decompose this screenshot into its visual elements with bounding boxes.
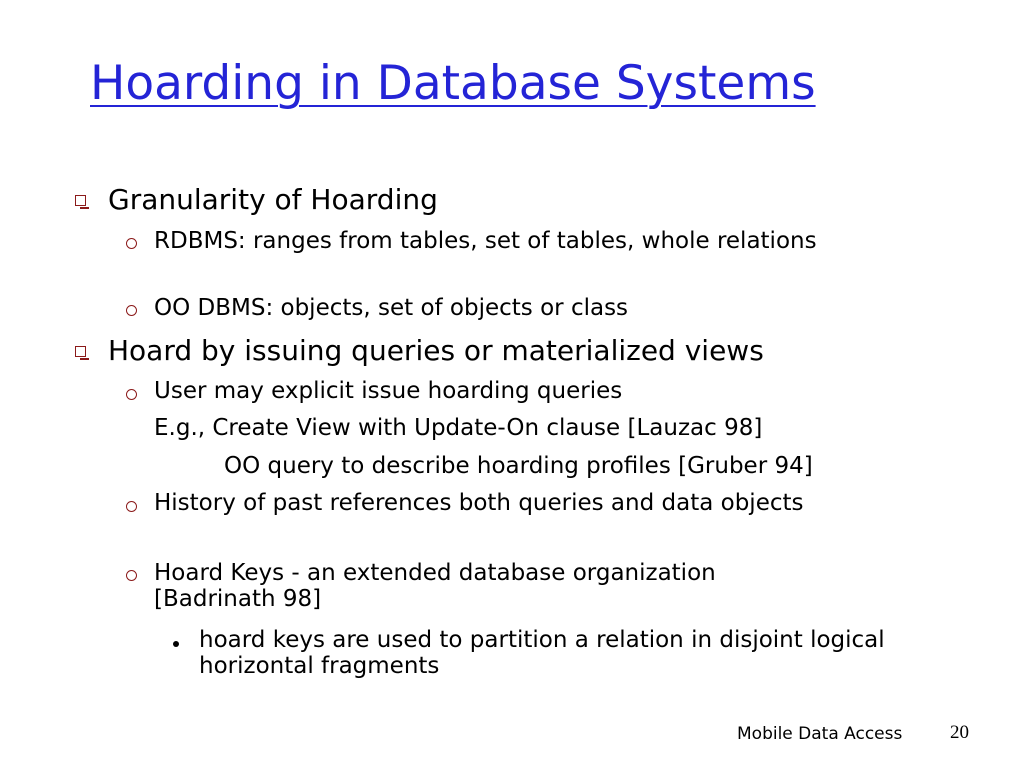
footer-label: Mobile Data Access [737,724,903,744]
square-bullet-icon [75,195,86,206]
slide-title: Hoarding in Database Systems [90,56,816,111]
subbullet-history: History of past references both queries and data objects [154,490,804,516]
example-oo-query: OO query to describe hoarding profiles [Gruber 94] [224,453,813,479]
circle-bullet-icon [126,501,137,512]
subbullet-rdbms: RDBMS: ranges from tables, set of tables, whole relations [154,228,817,254]
circle-bullet-icon [126,305,137,316]
circle-bullet-icon [126,238,137,249]
bullet-hoard-queries: Hoard by issuing queries or materialized views [108,334,764,367]
subbullet-user-queries: User may explicit issue hoarding queries [154,378,623,404]
subbullet-oo-dbms: OO DBMS: objects, set of objects or class [154,295,629,321]
circle-bullet-icon [126,389,137,400]
subsubbullet-hoard-keys-partition: hoard keys are used to partition a relation in disjoint logical horizontal fragments [199,627,885,679]
subbullet-hoard-keys: Hoard Keys - an extended database organization [Badrinath 98] [154,560,716,612]
example-create-view: E.g., Create View with Update-On clause [Lauzac 98] [154,415,763,441]
square-bullet-icon [75,346,86,357]
circle-bullet-icon [126,570,137,581]
bullet-granularity: Granularity of Hoarding [108,183,438,216]
dot-bullet-icon [173,641,179,647]
page-number: 20 [950,722,969,743]
